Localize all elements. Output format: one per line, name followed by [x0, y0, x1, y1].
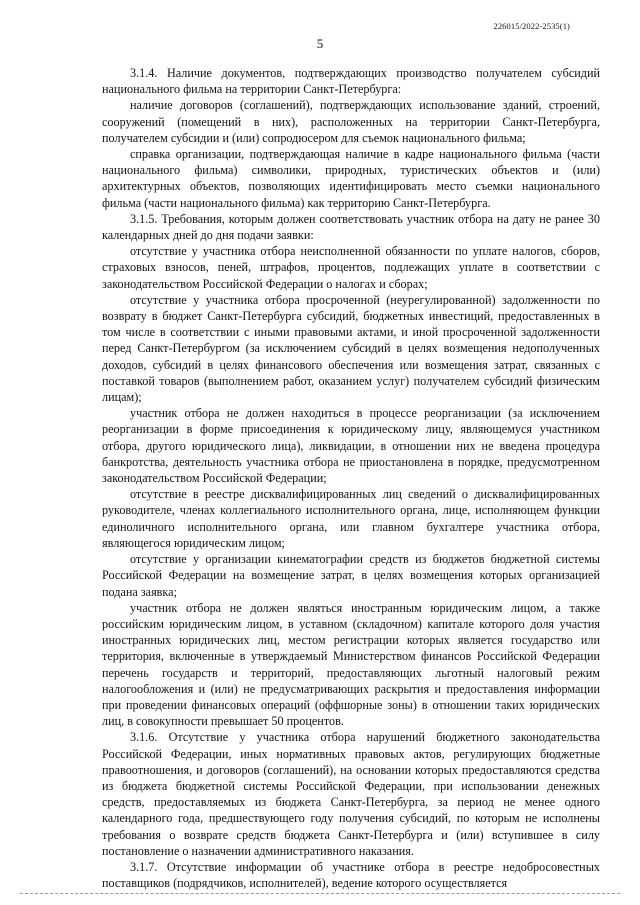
paragraph-no-overdue-debt: отсутствие у участника отбора просроченной (неурегулированной) задолженности по возврату в бюджет Санкт-Петербурга субсидий, бюджетных инвестиций, предоставленных в том числе в соответствии с иными правовыми актами, и иной просроченной задолженности перед Санкт-Петербургом (за исключением субсидий в целях возмещения недополученных доходов, субсидий в целях финансового обеспечения или возмещения затрат, связанных с поставкой товаров (выполнением работ, оказанием услуг) получателем субсидий физическим лицам);: [102, 292, 600, 405]
page-number: 5: [316, 36, 324, 51]
paragraph-disqualified-registry: отсутствие в реестре дисквалифицированных лиц сведений о дисквалифицированных руководителе, членах коллегиального исполнительного органа, лице, исполняющем функции единоличного исполнительного органа, или главном бухгалтере участника отбора, являющегося юридическим лицом;: [102, 487, 600, 550]
paragraph-no-budget-funds: отсутствие у организации кинематографии средств из бюджетов бюджетной системы Российской Федерации на возмещение затрат, в целях возмещения которых организацией подана заявка;: [102, 552, 600, 599]
document-body: [102, 65, 600, 891]
paragraph-3-1-6: 3.1.6. Отсутствие у участника отбора нарушений бюджетного законодательства Российской Федерации, иных нормативных правовых актов, регулирующих бюджетные правоотношения, и договоров (соглашений), на основании которых предоставляются средства из бюджета бюджетной системы Российской Федерации, при использовании денежных средств, предоставляемых из бюджета Санкт-Петербурга, за период не менее одного календарного года, предшествующего году получения субсидий, по которым не исполнены требования о возврате средств бюджета Санкт-Петербурга и (или) вступившее в силу постановление о назначении административного наказания.: [102, 730, 600, 858]
document-number: 226015/2022-2535(1): [493, 21, 570, 31]
paragraph-3-1-4: 3.1.4. Наличие документов, подтверждающих производство получателем субсидий национального фильма на территории Санкт-Петербурга:: [102, 66, 600, 97]
paragraph-contracts: наличие договоров (соглашений), подтверждающих использование зданий, строений, сооружений (помещений в них), расположенных на территории Санкт-Петербурга, получателем субсидии и (или) сопродюсером для съемок национального фильма;: [102, 98, 600, 145]
paragraph-3-1-7: 3.1.7. Отсутствие информации об участнике отбора в реестре недобросовестных поставщиков (подрядчиков, исполнителей), ведение которого осуществляется: [102, 859, 600, 891]
bottom-divider: [20, 893, 620, 894]
paragraph-no-tax-debt: отсутствие у участника отбора неисполненной обязанности по уплате налогов, сборов, страховых взносов, пеней, штрафов, процентов, подлежащих уплате в соответствии с законодательством Российской Федерации о налогах и сборах;: [102, 244, 600, 291]
paragraph-not-foreign-entity: участник отбора не должен являться иностранным юридическим лицом, а также российским юридическим лицом, в уставном (складочном) капитале которого доля участия иностранных юридических лиц, местом регистрации которых является государство или территория, включенные в утверждаемый Министерством финансов Российской Федерации перечень государств и территорий, предоставляющих льготный налоговый режим налогообложения и (или) не предусматривающих раскрытия и предоставления информации при проведении финансовых операций (оффшорные зоны) в отношении таких юридических лиц, в совокупности превышает 50 процентов.: [102, 600, 600, 729]
paragraph-no-reorganization: участник отбора не должен находиться в процессе реорганизации (за исключением реорганизации в форме присоединения к юридическому лицу, являющемуся участником отбора, другого юридического лица), ликвидации, в отношении них не введена процедура банкротства, деятельность участника отбора не приостановлена в порядке, предусмотренном законодательством Российской Федерации;: [102, 406, 600, 486]
paragraph-3-1-5: 3.1.5. Требования, которым должен соответствовать участник отбора на дату не ранее 30 календарных дней до дня подачи заявки:: [102, 211, 600, 243]
paragraph-certificate: справка организации, подтверждающая наличие в кадре национального фильма (части национального фильма) символики, природных, туристических объектов и (или) архитектурных объектов, позволяющих идентифицировать место съемки национального фильма (части национального фильма) как территорию Санкт-Петербурга.: [102, 147, 600, 210]
